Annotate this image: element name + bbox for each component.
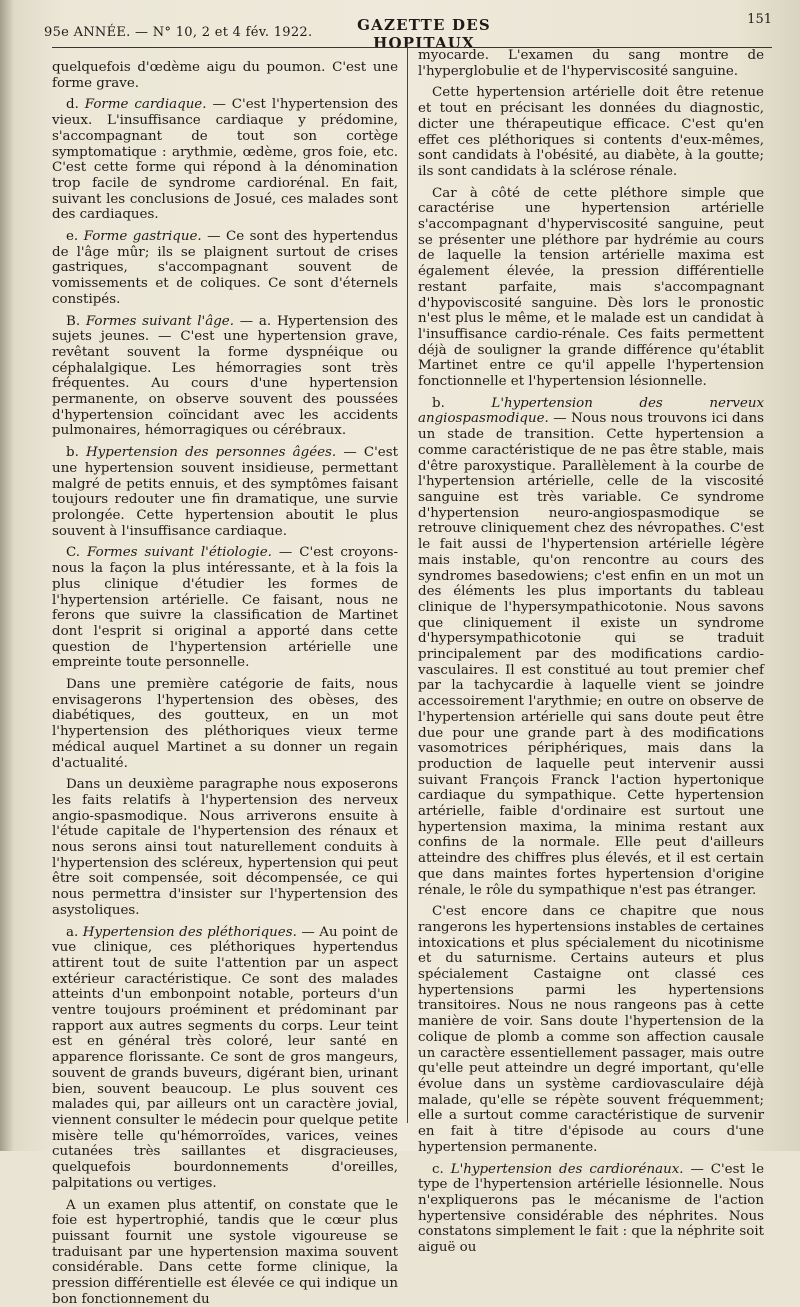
paragraph-lead: a.: [66, 924, 83, 940]
page-fold-shadow: [0, 0, 14, 1151]
paragraph-text: myocarde. L'examen du sang montre de l'hyperglobulie et de l'hyperviscosité sanguine.: [418, 48, 764, 79]
paragraph-text: Cette hypertension artérielle doit être retenue et tout en précisant les données du diagnostic, dicter une thérapeutique efficace. C'est qu'en effet ces pléthoriques si contents d'eux-mêmes, sont candidats à l'obésité, au diabète, à la goutte; ils sont candidats à la sclérose rénale.: [418, 85, 764, 179]
paragraph: [418, 904, 764, 1155]
paragraph-text: Car à côté de cette pléthore simple que caractérise une hypertension artérielle s'accompagnant d'hyperviscosité sanguine, peut se présenter une pléthore par hydrémie au cours de laquelle la tension artérielle maxima est également élevée, la pression différentielle restant parfaite, mais s'accompagnant d'hypoviscosité sanguine. Dès lors le pronostic n'est plus le même, et le malade est un candidat à l'insuffisance cardio-rénale. Ces faits permettent déjà de souligner la grande différence qu'établit Martinet entre ce qu'il appelle l'hypertension fonctionnelle et l'hypertension lésionnelle.: [418, 185, 764, 390]
paragraph: [418, 1162, 764, 1256]
paragraph-lead: e.: [66, 229, 84, 245]
paragraph: [52, 1198, 398, 1307]
paragraph: [52, 545, 398, 671]
paragraph-text: A un examen plus attentif, on constate que le foie est hypertrophié, tandis que le cœur plus puissant fournit une systole vigoureuse se traduisant par une hypertension maxima souvent considérable. Dans cette forme clinique, la pression différentielle est élevée ce qui indique un bon fonctionnement du: [52, 1197, 398, 1307]
paragraph-heading: Formes suivant l'étiologie.: [87, 545, 272, 561]
paragraph-text: — Ce sont des hypertendus de l'âge mûr; ils se plaignent surtout de crises gastriques, s'accompagnant souvent de vomissements et de coliques. Ce sont d'éternels constipés.: [52, 229, 398, 307]
paragraph-heading: Hypertension des personnes âgées.: [86, 445, 337, 461]
paragraph-heading: L'hypertension des cardiorénaux.: [450, 1161, 684, 1177]
paragraph-heading: Hypertension des pléthoriques.: [82, 924, 297, 940]
issue-info: 95e ANNÉE. — N° 10, 2 et 4 fév. 1922.: [44, 25, 313, 40]
paragraph: [418, 396, 764, 899]
paragraph-lead: C.: [66, 545, 88, 561]
paragraph-text: — Nous nous trouvons ici dans un stade de transition. Cette hypertension a comme caractéristique de ne pas être stable, mais d'être paroxystique. Parallèlement à la courbe de l'hypertension artérielle, celle de la viscosité sanguine est très variable. Ce syndrome d'hypertension neuro-angiospasmodique se retrouve cliniquement chez des névropathes. C'est le fait aussi de l'hypertension artérielle légère mais instable, qu'on rencontre au cours des syndromes basedowiens; c'est enfin en un mot un des éléments les plus importants du tableau clinique de l'hypersympathicotonie. Nous savons que cliniquement il existe un syndrome d'hypersympathicotonie qui se traduit principalement par des modifications cardio-vasculaires. Il est constitué au tout premier chef par la tachycardie à laquelle vient se joindre accessoirement l'arythmie; en outre on observe de l'hypertension artérielle qui sans doute peut être due pour une grande part à des modifications vasomotrices périphériques, mais dans la production de laquelle peut intervenir aussi suivant François Franck l'action hypertonique cardiaque du sympathique. Cette hypertension artérielle, faible d'ordinaire est surtout une hypertension maxima, la minima restant aux confins de la normale. Elle peut d'ailleurs atteindre des chiffres plus élevés, et il est certain que dans maintes fortes hypertension d'origine rénale, le rôle du sympathique n'est pas étranger.: [418, 411, 764, 898]
paragraph-lead: b.: [66, 445, 86, 461]
column-rule: [407, 48, 408, 1123]
paragraph: [52, 925, 398, 1192]
paragraph-heading: Forme cardiaque.: [84, 97, 207, 113]
paragraph-text: — C'est une hypertension souvent insidieuse, permettant malgré de petits ennuis, et des symptômes faisant toujours redouter une fin dramatique, une survie prolongée. Cette hypertension aboutit le plus souvent à l'insuffisance cardiaque.: [52, 445, 398, 539]
paragraph-text: Dans une première catégorie de faits, nous envisagerons l'hypertension des obèses, des diabétiques, des goutteux, en un mot l'hypertension des pléthoriques vieux terme médical auquel Martinet a su donner un regain d'actualité.: [52, 677, 398, 771]
paragraph: [418, 85, 764, 179]
paragraph: [52, 777, 398, 918]
paragraph-heading: L'hypertension des nerveux angiospasmodique.: [418, 395, 764, 427]
paragraph-text: — C'est l'hypertension des vieux. L'insuffisance cardiaque y prédomine, s'accompagnant de tout son cortège symptomatique : arythmie, œdème, gros foie, etc. C'est cette forme qui répond à la dénomination trop facile de syndrome cardiorénal. En fait, suivant les conclusions de Josué, ces malades sont des cardiaques.: [52, 97, 399, 223]
paragraph-text: — Au point de vue clinique, ces pléthoriques hypertendus attirent tout de suite l'attention par un aspect extérieur caractéristique. Ce sont des malades atteints d'un embonpoint notable, porteurs d'un ventre toujours proéminent et prédominant par rapport aux autres segments du corps. Leur teint est en général très coloré, leur santé en apparence florissante. Ce sont de gros mangeurs, souvent de grands buveurs, digérant bien, urinant bien, souvent beaucoup. Le plus souvent ces malades qui, par ailleurs ont un caractère jovial, viennent consulter le médecin pour quelque petite misère telle qu'hémorroïdes, varices, veines cutanées très saillantes et disgracieuses, quelquefois bourdonnements d'oreilles, palpitations ou vertiges.: [52, 924, 399, 1191]
paragraph: [52, 97, 398, 223]
paragraph-text: Dans un deuxième paragraphe nous exposerons les faits relatifs à l'hypertension des nerveux angio-spasmodique. Nous arriverons ensuite à l'étude capitale de l'hypertension des rénaux et nous serons ainsi tout naturellement conduits à l'hypertension des scléreux, hypertension qui peut être soit compensée, soit décompensée, ce qui nous permettra d'insister sur l'hypertension des asystoliques.: [52, 777, 398, 918]
paragraph-lead: c.: [432, 1161, 451, 1177]
paragraph-text: quelquefois d'œdème aigu du poumon. C'est une forme grave.: [52, 60, 398, 91]
paragraph: [52, 229, 398, 308]
page-header: [44, 12, 772, 52]
paragraph-text: — C'est croyons-nous la façon la plus intéressante, et à la fois la plus clinique d'étudier les formes de l'hypertension artérielle. Ce faisant, nous ne ferons que suivre la classification de Martinet dont l'esprit si original a apporté dans cette question de l'hypertension artérielle une empreinte toute personnelle.: [52, 545, 399, 671]
paragraph-heading: Forme gastrique.: [83, 229, 202, 245]
page-number: 151: [747, 12, 772, 27]
paragraph-text: — C'est le type de l'hypertension artérielle lésionnelle. Nous n'expliquerons pas le mécanisme de l'action hypertensive considérable des néphrites. Nous constatons simplement le fait : que la néphrite soit aiguë ou: [418, 1161, 764, 1256]
paragraph-lead: d.: [66, 97, 85, 113]
paragraph-lead: B.: [66, 313, 86, 329]
paragraph-text: — a. Hypertension des sujets jeunes. — C'est une hypertension grave, revêtant souvent la forme dyspnéique ou céphalalgique. Les hémorragies sont très fréquentes. Au cours d'une hypertension permanente, on observe souvent des poussées d'hypertension coïncidant avec les accidents pulmonaires, hémorragiques ou cérébraux.: [52, 313, 398, 439]
paragraph: [418, 186, 764, 390]
paragraph: [52, 445, 398, 539]
paragraph: [52, 314, 398, 440]
paragraph-heading: Formes suivant l'âge.: [85, 313, 234, 329]
paragraph: [52, 677, 398, 771]
right-column: [418, 48, 764, 1256]
paragraph-lead: b.: [432, 395, 492, 411]
paragraph: [52, 60, 398, 91]
left-column: [52, 60, 399, 1307]
journal-title: GAZETTE DES HOPITAUX: [357, 16, 491, 52]
paragraph-text: C'est encore dans ce chapitre que nous rangerons les hypertensions instables de certaines intoxications et plus spécialement du nicotinisme et du saturnisme. Certains auteurs et plus spécialement Castaigne ont classé ces hypertensions parmi les hypertensions transitoires. Nous ne nous rangeons pas à cette manière de voir. Sans doute l'hypertension de la colique de plomb a comme son affection causale un caractère essentiellement passager, mais outre qu'elle peut atteindre un degré important, qu'elle évolue dans un système cardiovasculaire déjà malade, qu'elle se répète souvent fréquemment; elle a surtout comme caractéristique de survenir en fait à titre d'épisode au cours d'une hypertension permanente.: [418, 904, 764, 1155]
paragraph: [418, 48, 764, 79]
